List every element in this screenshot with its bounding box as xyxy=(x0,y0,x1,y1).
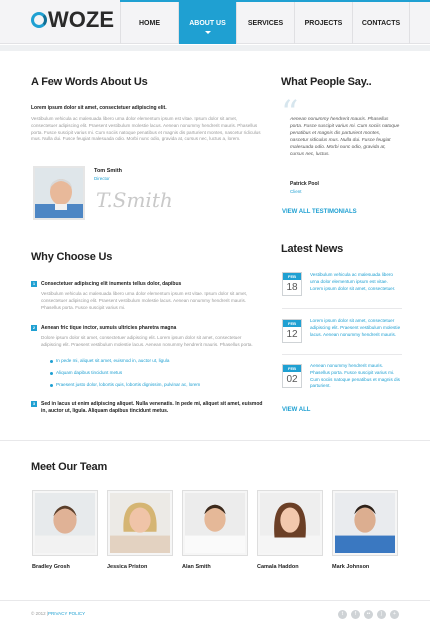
view-all-testimonials-link[interactable]: VIEW ALL TESTIMONIALS xyxy=(282,209,357,215)
testimonial-author: Patrick Pool xyxy=(290,181,319,187)
news-divider xyxy=(282,354,402,355)
copyright: © 2012 | xyxy=(31,611,48,616)
privacy-policy-link[interactable]: PRIVACY POLICY xyxy=(48,611,86,616)
why-item-1-number: 1 xyxy=(32,281,36,286)
testimonial-author-role: Client xyxy=(290,189,302,194)
news-day: 18 xyxy=(286,282,298,293)
nav-projects[interactable]: PROJECTS xyxy=(294,2,352,44)
team-member-name: Mark Johnson xyxy=(332,564,370,570)
team-member-photo[interactable] xyxy=(32,490,98,556)
director-role: Director xyxy=(94,176,110,181)
logo[interactable] xyxy=(31,7,114,32)
testimonials-title: What People Say.. xyxy=(281,76,372,88)
testimonial-quote: Aenean nonummy hendrerit mauris. Phasellus porta. Fusce suscipit varius mi. Cum sociis natoque penatibus et magnis dis parturient montes, nascetur ridiculus mus. Nulla dui. Fusce feugiat malesuada odio. Morbi nunc odio, gravida at, cursus nec, luctus. xyxy=(290,117,400,157)
team-member-photo[interactable] xyxy=(332,490,398,556)
about-title: A Few Words About Us xyxy=(31,76,148,88)
news-date-1 xyxy=(282,272,302,296)
team-divider xyxy=(0,440,430,441)
why-item-1-lead: Consectetuer adipiscing elit inuments tellus dolor, dapibus xyxy=(41,281,182,287)
header-stripe xyxy=(0,45,430,51)
why-item-2-number: 2 xyxy=(32,325,36,330)
view-all-news-link[interactable]: VIEW ALL xyxy=(282,407,311,413)
team-member-name: Alan Smith xyxy=(182,564,211,570)
quote-icon: “ xyxy=(281,93,299,133)
team-member-photo[interactable] xyxy=(107,490,173,556)
news-month: FEB xyxy=(283,273,301,280)
nav-contacts[interactable]: CONTACTS xyxy=(352,2,410,44)
team-member-name: Jessica Priston xyxy=(107,564,148,570)
news-title: Latest News xyxy=(281,243,343,255)
why-subitem-2: Aliquam dapibus tincidunt metus xyxy=(56,370,123,375)
why-item-2-body: Dolore ipsum dolor sit amet, consectetuer adipiscing elit. Lorem ipsum dolor sit amet, consectetuer adipiscing elit. Praesent vestibulum molestie lacus. Aenean nonummy hendrerit mauris. Phasellus porta. xyxy=(41,335,253,347)
why-item-3-number: 3 xyxy=(32,401,36,406)
team-photo-4 xyxy=(260,493,320,553)
director-name: Tom Smith xyxy=(94,168,123,174)
why-item-3-lead: Sed in lacus ut enim adipiscing aliquet. Nulla venenatis. In pede mi, aliquet sit amet, euismod in, auctor ut, ligula. Aliquam dapibus tincidunt metus. xyxy=(41,401,263,414)
news-item-3-text[interactable]: Aenean nonummy hendrerit mauris. Phasellus porta. Fusce suscipit varius mi. Cum sociis natoque penatibus et magnis dis parturient. xyxy=(310,363,400,389)
why-subitem-3: Praesent justo dolor, lobortis quis, lobortis dignissim, pulvinar ac, lorem xyxy=(56,382,201,387)
bullet-icon xyxy=(50,384,53,387)
news-item-2-text[interactable]: Lorem ipsum dolor sit amet, consectetuer adipiscing elit. Praesent vestibulum molestie lacus. Aenean nonummy hendrerit mauris. xyxy=(310,318,401,337)
team-member-name: Camala Haddon xyxy=(257,564,299,570)
news-day: 12 xyxy=(286,329,298,340)
why-item-2-lead: Aenean fric tique inctor, sumuis ultricies pharetra magna xyxy=(41,325,177,331)
news-date-2 xyxy=(282,319,302,343)
about-body: Vestibulum vehicula ac malesuada libero urna dolor elementum ipsum est vitae. Ipsum dolor sit amet, consectetuer adipiscing elit. Praesent vestibulum molestie lacus. Aenean nonummy hendrerit mauris. Phasellus porta. Fusce suscipit varius mi. Cum sociis natoque penatibus et magnis dis parturient montes, nascetur ridiculus mus. Nulla dui. Fusce feugiat malesuada odio. Morbi nunc odio, gravida at, cursus nec, luctus a, lorem. xyxy=(31,116,261,142)
news-month: FEB xyxy=(283,320,301,327)
team-member-photo[interactable] xyxy=(182,490,248,556)
team-member-photo[interactable] xyxy=(257,490,323,556)
why-title: Why Choose Us xyxy=(31,251,113,263)
why-item-1-body: Vestibulum vehicula ac malesuada libero urna dolor elementum ipsum est vitae. Ipsum dolor sit amet, consectetuer adipiscing elit. Praesent vestibulum molestie lacus. Aenean nonummy hendrerit mauris. Phasellus porta. Fusce suscipit varius mi. xyxy=(41,291,248,310)
news-day: 02 xyxy=(286,374,298,385)
team-photo-2 xyxy=(110,493,170,553)
nav-services[interactable]: SERVICES xyxy=(236,2,294,44)
team-member-name: Bradley Grosh xyxy=(32,564,70,570)
main-nav xyxy=(120,2,410,44)
nav-about-us[interactable]: ABOUT US xyxy=(178,2,236,44)
twitter-icon[interactable]: t xyxy=(338,610,347,619)
news-date-3 xyxy=(282,364,302,388)
team-title: Meet Our Team xyxy=(31,461,108,473)
news-month: FEB xyxy=(283,365,301,372)
logo-icon xyxy=(31,12,47,28)
flickr-icon[interactable]: •• xyxy=(364,610,373,619)
news-divider xyxy=(282,308,402,309)
bullet-icon xyxy=(50,372,53,375)
team-photo-5 xyxy=(335,493,395,553)
director-photo xyxy=(33,166,85,220)
why-subitem-1: In pede mi, aliquet sit amet, euismod in, auctor ut, ligula xyxy=(56,358,170,363)
about-lead: Lorem ipsum dolor sit amet, consectetuer adipiscing elit. xyxy=(31,105,167,111)
logo-text: WOZE xyxy=(48,7,114,32)
news-item-1-text[interactable]: Vestibulum vehicula ac malesuada libero urna dolor elementum ipsum est vitae. Lorem ipsum dolor sit amet, consectetuer. xyxy=(310,272,396,291)
rss-icon[interactable]: ) xyxy=(377,610,386,619)
team-photo-3 xyxy=(185,493,245,553)
facebook-icon[interactable]: f xyxy=(351,610,360,619)
bullet-icon xyxy=(50,360,53,363)
nav-home[interactable]: HOME xyxy=(120,2,178,44)
team-photo-1 xyxy=(35,493,95,553)
signature: T.Smith xyxy=(96,188,173,212)
googleplus-icon[interactable]: + xyxy=(390,610,399,619)
